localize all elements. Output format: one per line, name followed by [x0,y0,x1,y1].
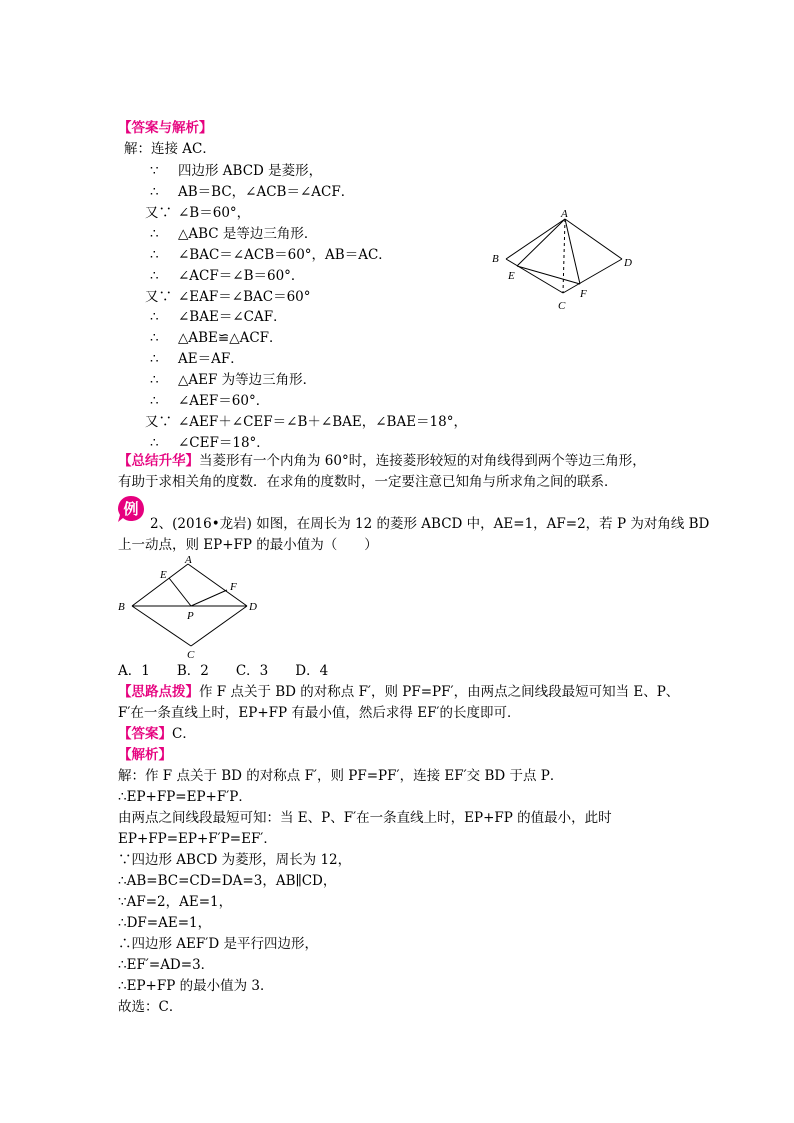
step-symbol: 又∵ [145,289,172,305]
analysis-line: ∴EF′=AD=3． [118,957,215,973]
solution-step [150,225,317,243]
step-symbol: ∴ [150,226,159,242]
step-symbol: ∴ [150,268,159,284]
step-symbol: ∴ [150,351,159,367]
step-text: AE＝AF． [178,351,244,367]
solution-step [150,350,244,368]
summary-line-1 [118,452,646,470]
answer-analysis-header: 【答案与解析】 [118,120,213,136]
step-symbol: ∴ [150,435,159,451]
step-symbol: ∴ [150,393,159,409]
step-symbol: ∴ [150,330,159,346]
example-question-1: 2、(2016•龙岩) 如图，在周长为 12 的菱形 ABCD 中，AE=1，AF=2，若 P 为对角线 BD [150,516,710,532]
step-text: △ABC 是等边三角形． [178,226,318,242]
fig1-label-c: C [558,300,566,312]
solution-step [150,183,354,201]
example-question-2: 上一动点，则 EP+FP 的最小值为（ ） [118,537,378,553]
step-symbol: ∴ [150,184,159,200]
solution-step [150,434,270,452]
step-text: ∠ACF＝∠B＝60°． [178,268,305,284]
solution-step [150,392,269,410]
fig2-label-c: C [187,649,195,660]
solution-step [150,162,322,180]
analysis-line: 由两点之间线段最短可知：当 E、P、F′在一条直线上时，EP+FP 的值最小，此时 [118,810,612,826]
step-symbol: 又∵ [145,414,172,430]
figure-rhombus-equilateral [488,204,638,314]
fig1-label-f: F [580,288,587,300]
analysis-line: EP+FP=EP+F′P=EF′． [118,831,277,847]
answer-line [118,725,196,743]
analysis-header: 【解析】 [118,747,172,763]
fig2-label-b: B [118,601,125,613]
answer-value: C． [172,726,196,742]
answer-tag: 【答案】 [118,726,172,742]
summary-text-1: 当菱形有一个内角为 60°时，连接菱形较短的对角线得到两个等边三角形， [199,453,646,469]
step-text: △AEF 为等边三角形． [178,372,317,388]
fig1-label-b: B [492,253,499,265]
hint-line-2: F′在一条直线上时，EP+FP 有最小值，然后求得 EF′的长度即可． [118,705,521,721]
solution-step [150,246,392,264]
step-symbol: 又∵ [145,205,172,221]
analysis-line: ∴EP+FP=EP+F′P． [118,789,252,805]
analysis-line: ∴EP+FP 的最小值为 3． [118,978,274,994]
hint-text-1: 作 F 点关于 BD 的对称点 F′，则 PF=PF′，由两点之间线段最短可知当 E、P、 [199,684,680,700]
solution-intro: 解：连接 AC． [124,141,216,157]
solution-step [150,308,287,326]
step-symbol: ∴ [150,309,159,325]
step-symbol: ∴ [150,247,159,263]
fig1-label-a: A [561,208,568,220]
step-text: ∠B＝60°， [178,205,251,221]
analysis-line: 解：作 F 点关于 BD 的对称点 F′，则 PF=PF′，连接 EF′交 BD 于点 P． [118,768,564,784]
fig2-label-a: A [185,554,192,566]
example-badge-text: 例 [123,500,139,518]
figure-rhombus-abcd [116,554,266,660]
solution-step [145,413,467,431]
solution-step [145,288,311,306]
summary-line-2: 有助于求相关角的度数．在求角的度数时，一定要注意已知角与所求角之间的联系． [118,474,618,490]
step-symbol: ∵ [150,163,159,179]
solution-step [145,204,250,222]
fig1-label-d: D [624,257,632,269]
hint-line-1 [118,683,679,701]
solution-step [150,371,316,389]
example-badge-icon [116,494,146,524]
answer-choices: A．1 B．2 C．3 D．4 [118,663,329,679]
step-text: ∠AEF＋∠CEF＝∠B＋∠BAE，∠BAE＝18°， [178,414,467,430]
analysis-line: ∵四边形 ABCD 为菱形，周长为 12， [118,852,352,868]
analysis-line: ∴AB=BC=CD=DA=3，AB∥CD， [118,873,337,889]
step-text: ∠BAC＝∠ACB＝60°，AB＝AC． [178,247,392,263]
step-text: AB＝BC，∠ACB＝∠ACF． [178,184,355,200]
analysis-line: ∵AF=2，AE=1， [118,894,233,910]
hint-tag: 【思路点拨】 [118,684,199,700]
summary-tag: 【总结升华】 [118,453,199,469]
step-text: ∠EAF＝∠BAC＝60° [178,289,311,305]
step-text: △ABE≌△ACF． [178,330,283,346]
step-text: ∠CEF＝18°． [178,435,270,451]
solution-step [150,329,283,347]
solution-step [150,267,304,285]
step-text: ∠BAE＝∠CAF． [178,309,287,325]
analysis-line: ∴四边形 AEF′D 是平行四边形， [118,936,318,952]
analysis-line: ∴DF=AE=1， [118,915,212,931]
step-symbol: ∴ [150,372,159,388]
fig2-label-d: D [249,601,257,613]
analysis-line: 故选：C． [118,999,183,1015]
fig2-label-e: E [160,569,167,581]
fig2-label-f: F [230,581,237,593]
fig1-label-e: E [508,270,515,282]
step-text: 四边形 ABCD 是菱形， [178,163,323,179]
fig2-label-p: P [187,610,194,622]
step-text: ∠AEF＝60°． [178,393,270,409]
